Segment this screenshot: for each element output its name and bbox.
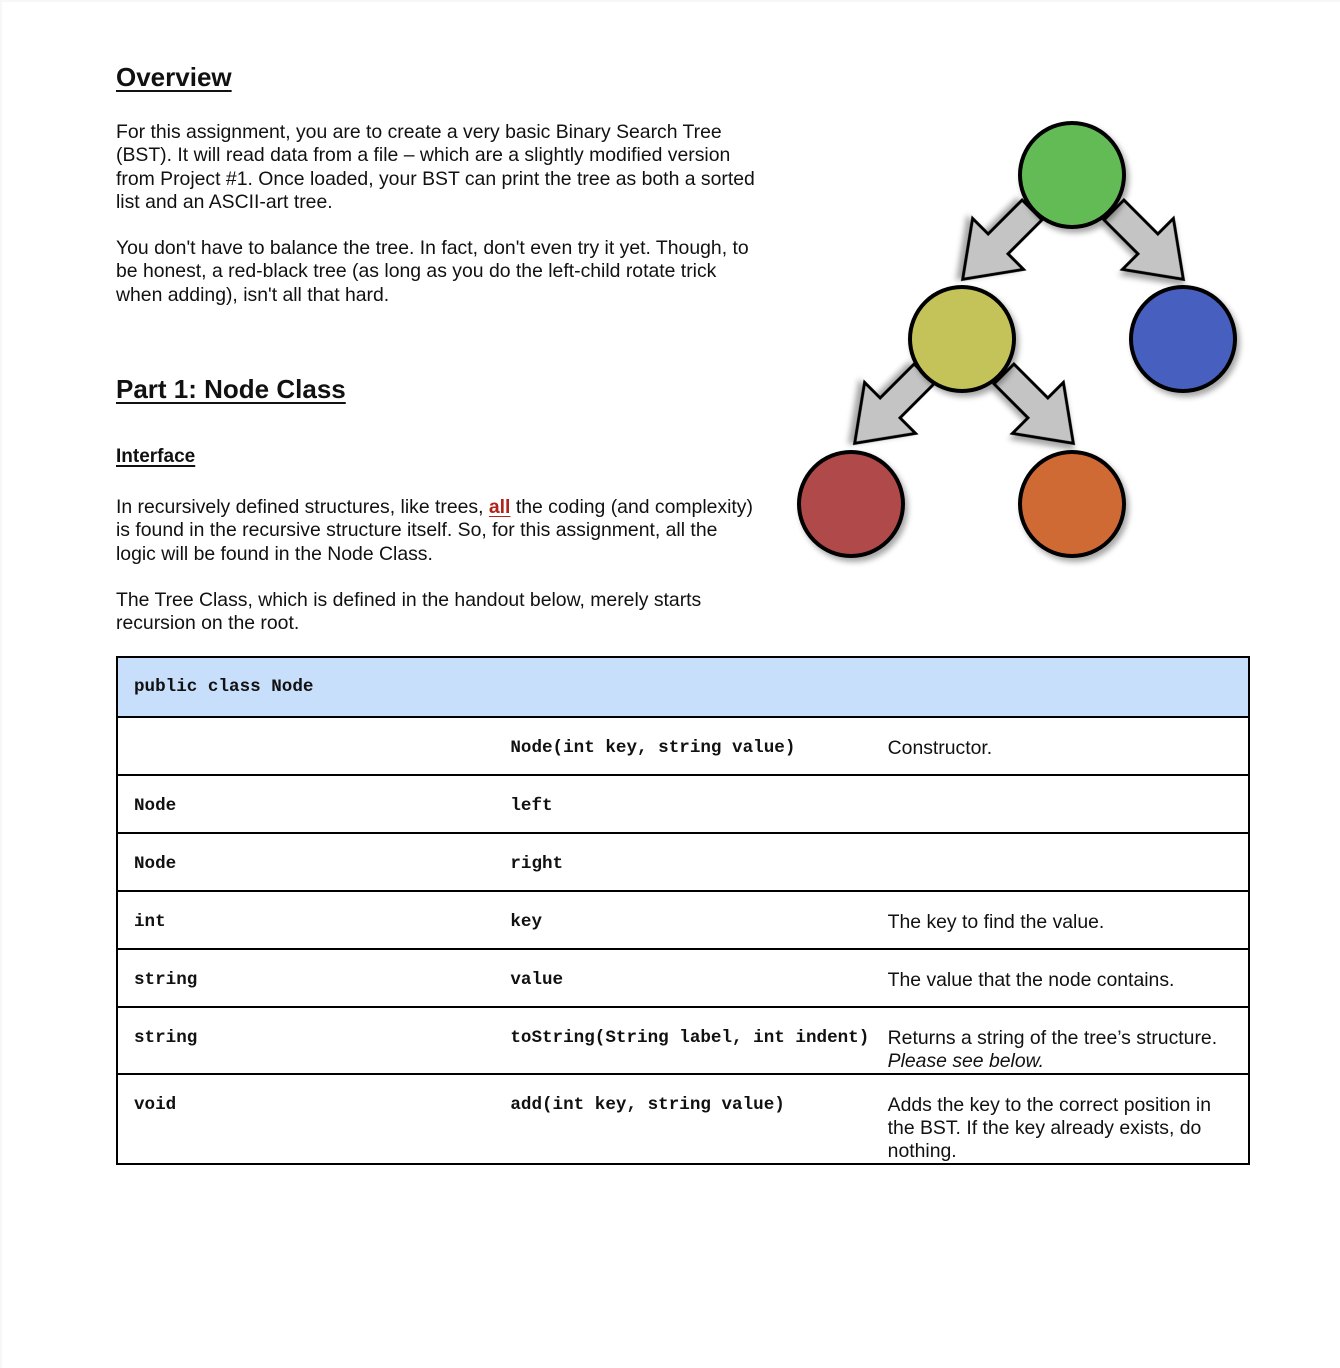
member-type: Node: [117, 833, 494, 891]
table-header-row: [117, 657, 1249, 717]
tree-node-left-left: [799, 452, 903, 556]
bst-diagram: [792, 114, 1252, 574]
member-signature: right: [494, 833, 871, 891]
member-description: Constructor.: [872, 717, 1249, 775]
tree-node-left-right: [1020, 452, 1124, 556]
overview-paragraph-2: You don't have to balance the tree. In fact, don't even try it yet. Though, to be honest, a red-black tree (as long as you do the left-child rotate trick when adding), isn't all that hard.: [116, 237, 749, 306]
table-row: [117, 1074, 1249, 1164]
member-signature: add(int key, string value): [494, 1074, 871, 1164]
member-description: Adds the key to the correct position in the BST. If the key already exists, do nothing.: [872, 1074, 1249, 1164]
interface-subheading: Interface: [116, 446, 196, 467]
class-declaration: public class Node: [117, 657, 1249, 717]
part1-paragraph-2: The Tree Class, which is defined in the handout below, merely starts recursion on the root.: [116, 589, 702, 635]
member-type: void: [117, 1074, 494, 1164]
tree-node-root: [1020, 123, 1124, 227]
table-row: [117, 891, 1249, 949]
member-description: [872, 833, 1249, 891]
member-type: string: [117, 1007, 494, 1074]
member-type: string: [117, 949, 494, 1007]
table-row: [117, 833, 1249, 891]
description-note: Please see below.: [887, 1050, 1044, 1072]
member-type: Node: [117, 775, 494, 833]
overview-heading: Overview: [116, 62, 232, 92]
table-row: [117, 775, 1249, 833]
member-description: The value that the node contains.: [872, 949, 1249, 1007]
overview-paragraph-1: For this assignment, you are to create a very basic Binary Search Tree (BST). It will read data from a file – which are a slightly modified version from Project #1. Once loaded, your BST can print the tree as both a sorted list and an ASCII-art tree.: [116, 121, 755, 213]
member-signature: Node(int key, string value): [494, 717, 871, 775]
node-class-table: [116, 656, 1250, 1165]
tree-node-right: [1131, 287, 1235, 391]
part1-paragraph-1: [116, 496, 756, 566]
table-row: [117, 949, 1249, 1007]
member-signature: key: [494, 891, 871, 949]
member-signature: left: [494, 775, 871, 833]
emphasis-all: all: [488, 496, 511, 518]
member-description: [872, 775, 1249, 833]
table-row: [117, 1007, 1249, 1074]
part1-paragraph-1-end: the coding (and complexity) is found in the recursive structure itself. So, for this assignment, all the logic will be found in the Node Class.: [116, 496, 753, 565]
tree-node-left: [910, 287, 1014, 391]
member-signature: toString(String label, int indent): [494, 1007, 871, 1074]
document-page: [2, 2, 1340, 1368]
part1-heading: Part 1: Node Class: [116, 374, 346, 404]
member-type: int: [117, 891, 494, 949]
member-description: The key to find the value.: [872, 891, 1249, 949]
table-row: [117, 717, 1249, 775]
member-description: Returns a string of the tree’s structure. Please see below.: [872, 1007, 1249, 1074]
member-type: [117, 717, 494, 775]
part1-paragraph-1-start: In recursively defined structures, like trees,: [116, 496, 489, 518]
member-signature: value: [494, 949, 871, 1007]
